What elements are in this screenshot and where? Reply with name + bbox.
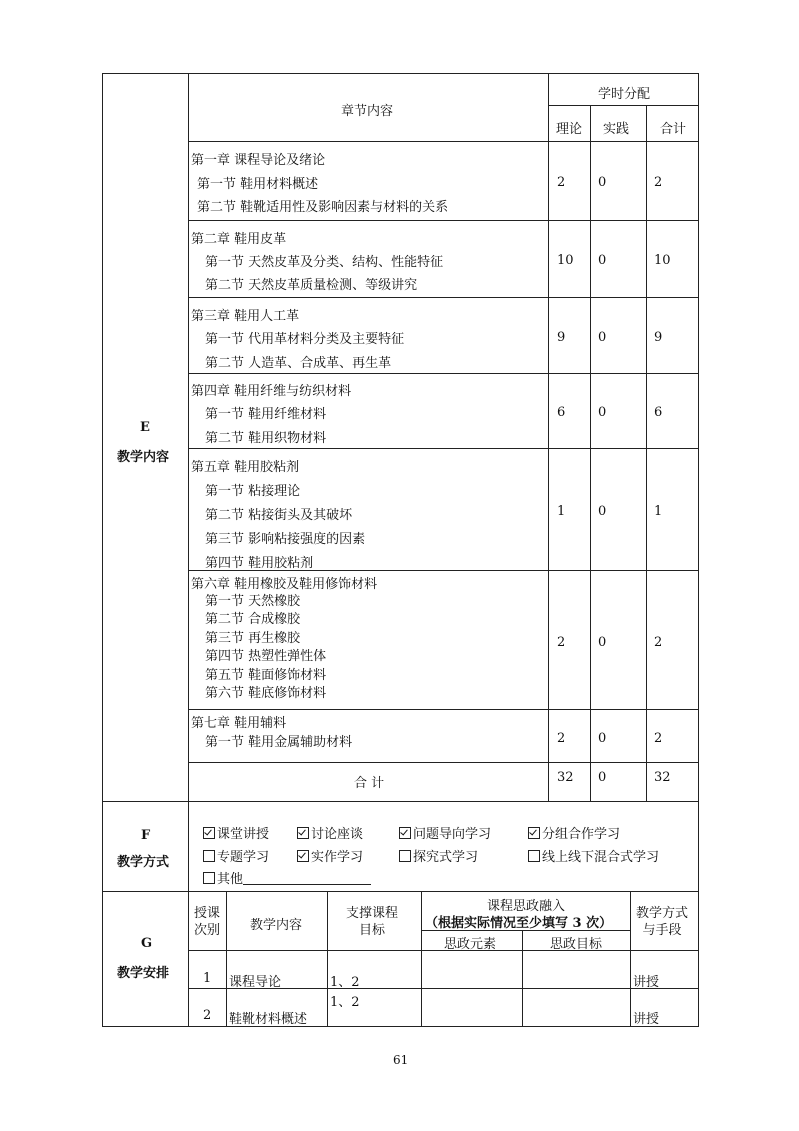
checkbox-unchecked-icon[interactable] bbox=[528, 850, 540, 862]
teaching-method-label: 问题导向学习 bbox=[413, 827, 492, 842]
goal-header bbox=[346, 905, 398, 939]
method-header bbox=[636, 905, 688, 939]
theory-hours: 2 bbox=[557, 635, 566, 650]
checkbox-checked-icon[interactable] bbox=[297, 850, 309, 862]
total-hours: 10 bbox=[654, 253, 671, 268]
chapter-title: 第三章 鞋用人工革 bbox=[191, 309, 300, 324]
practice-hours: 0 bbox=[598, 504, 607, 519]
session-number: 1 bbox=[203, 971, 212, 986]
table-bottom-border bbox=[102, 1026, 699, 1027]
chapter-title: 第二章 鞋用皮革 bbox=[191, 232, 287, 247]
schedule-column-divider bbox=[226, 891, 227, 1027]
goal-header-line2: 目标 bbox=[359, 923, 386, 938]
teaching-method-option[interactable] bbox=[399, 823, 491, 842]
teaching-method-option[interactable] bbox=[399, 846, 478, 865]
ideology-header-line2: （根据实际情况至少填写 3 次） bbox=[425, 916, 613, 931]
teaching-method-option[interactable] bbox=[297, 823, 363, 842]
total-hours: 6 bbox=[654, 405, 663, 420]
chapter-section: 第六节 鞋底修饰材料 bbox=[205, 686, 327, 701]
chapter-section: 第一节 代用革材料分类及主要特征 bbox=[205, 332, 405, 347]
teaching-method-label: 讨论座谈 bbox=[311, 827, 364, 842]
teaching-method-label: 其他 bbox=[217, 872, 244, 887]
schedule-column-divider bbox=[327, 891, 328, 1027]
session-header-line2: 次别 bbox=[194, 923, 221, 938]
teaching-method-option[interactable] bbox=[297, 846, 363, 865]
practice-header: 实践 bbox=[603, 122, 630, 137]
theory-hours: 2 bbox=[557, 731, 566, 746]
chapter-section: 第二节 天然皮革质量检测、等级讲究 bbox=[205, 278, 418, 293]
ideology-element-header: 思政元素 bbox=[444, 937, 497, 952]
label-column-divider bbox=[188, 73, 189, 1027]
checkbox-unchecked-icon[interactable] bbox=[203, 872, 215, 884]
chapter-section: 第三节 影响粘接强度的因素 bbox=[205, 532, 366, 547]
section-g-letter: G bbox=[141, 936, 153, 951]
practice-hours: 0 bbox=[598, 175, 607, 190]
teaching-method-option[interactable] bbox=[528, 846, 659, 865]
table-right-border bbox=[698, 73, 699, 1027]
chapter-section: 第二节 鞋靴适用性及影响因素与材料的关系 bbox=[197, 200, 449, 215]
chapter-section: 第二节 鞋用织物材料 bbox=[205, 431, 327, 446]
section-e-bottom-border bbox=[102, 801, 699, 802]
total-practice-hours: 0 bbox=[598, 770, 607, 785]
checkbox-checked-icon[interactable] bbox=[203, 827, 215, 839]
theory-hours: 2 bbox=[557, 175, 566, 190]
total-hours: 1 bbox=[654, 504, 663, 519]
table-left-border bbox=[102, 73, 103, 1027]
chapter-section: 第二节 粘接街头及其破坏 bbox=[205, 508, 353, 523]
goal-header-line1: 支撑课程 bbox=[346, 906, 399, 921]
session-header bbox=[194, 905, 220, 939]
chapter-divider bbox=[188, 297, 699, 298]
chapter-content-header: 章节内容 bbox=[341, 104, 394, 119]
teaching-method-option-other[interactable] bbox=[203, 868, 371, 887]
teaching-method-label: 实作学习 bbox=[311, 850, 364, 865]
session-content: 课程导论 bbox=[229, 975, 282, 990]
section-f-label: 教学方式 bbox=[117, 855, 170, 870]
method-header-line1: 教学方式 bbox=[636, 906, 689, 921]
chapter-divider bbox=[188, 762, 699, 763]
practice-column-divider bbox=[590, 105, 591, 801]
session-goal: 1、2 bbox=[330, 975, 360, 990]
total-header: 合计 bbox=[660, 122, 687, 137]
checkbox-checked-icon[interactable] bbox=[399, 827, 411, 839]
chapter-title: 第六章 鞋用橡胶及鞋用修饰材料 bbox=[191, 577, 378, 592]
total-theory-hours: 32 bbox=[557, 770, 574, 785]
schedule-column-divider bbox=[630, 891, 631, 1027]
header-bottom-border bbox=[188, 141, 699, 142]
theory-hours: 6 bbox=[557, 405, 566, 420]
chapter-section: 第一节 天然皮革及分类、结构、性能特征 bbox=[205, 255, 444, 270]
theory-hours: 1 bbox=[557, 504, 566, 519]
session-method: 讲授 bbox=[633, 975, 660, 990]
table-top-border bbox=[102, 73, 699, 74]
chapter-divider bbox=[188, 448, 699, 449]
section-f-bottom-border bbox=[102, 891, 699, 892]
teaching-method-label: 线上线下混合式学习 bbox=[542, 850, 660, 865]
hours-allocation-header: 学时分配 bbox=[598, 87, 651, 102]
teaching-method-option[interactable] bbox=[203, 846, 269, 865]
session-goal: 1、2 bbox=[330, 995, 360, 1010]
chapter-title: 第七章 鞋用辅料 bbox=[191, 716, 287, 731]
chapter-title: 第五章 鞋用胶粘剂 bbox=[191, 460, 300, 475]
session-content: 鞋靴材料概述 bbox=[229, 1012, 308, 1027]
total-hours: 2 bbox=[654, 635, 663, 650]
checkbox-unchecked-icon[interactable] bbox=[399, 850, 411, 862]
teaching-method-label: 探究式学习 bbox=[413, 850, 479, 865]
checkbox-checked-icon[interactable] bbox=[528, 827, 540, 839]
chapter-section: 第一节 鞋用材料概述 bbox=[197, 177, 319, 192]
chapter-title: 第四章 鞋用纤维与纺织材料 bbox=[191, 384, 352, 399]
section-g-label: 教学安排 bbox=[117, 966, 170, 981]
chapter-section: 第二节 合成橡胶 bbox=[205, 612, 301, 627]
ideology-target-header: 思政目标 bbox=[550, 937, 603, 952]
checkbox-checked-icon[interactable] bbox=[297, 827, 309, 839]
theory-hours: 10 bbox=[557, 253, 574, 268]
practice-hours: 0 bbox=[598, 253, 607, 268]
page-number: 61 bbox=[393, 1053, 409, 1067]
section-e-letter: E bbox=[140, 420, 150, 435]
teaching-method-label: 分组合作学习 bbox=[542, 827, 621, 842]
session-number: 2 bbox=[203, 1008, 212, 1023]
theory-hours: 9 bbox=[557, 330, 566, 345]
hours-column-divider bbox=[548, 73, 549, 801]
chapter-section: 第一节 鞋用纤维材料 bbox=[205, 407, 327, 422]
teaching-method-option[interactable] bbox=[528, 823, 620, 842]
total-hours: 9 bbox=[654, 330, 663, 345]
chapter-section: 第一节 鞋用金属辅助材料 bbox=[205, 735, 353, 750]
total-row-label: 合 计 bbox=[354, 776, 385, 791]
chapter-section: 第一节 天然橡胶 bbox=[205, 594, 301, 609]
theory-header: 理论 bbox=[556, 122, 583, 137]
method-header-line2: 与手段 bbox=[642, 923, 682, 938]
other-text-field[interactable] bbox=[243, 872, 371, 885]
schedule-column-divider bbox=[522, 930, 523, 1027]
chapter-section: 第四节 热塑性弹性体 bbox=[205, 649, 327, 664]
chapter-section: 第五节 鞋面修饰材料 bbox=[205, 668, 327, 683]
practice-hours: 0 bbox=[598, 405, 607, 420]
section-e-label: 教学内容 bbox=[117, 450, 170, 465]
total-hours: 2 bbox=[654, 731, 663, 746]
total-hours: 2 bbox=[654, 175, 663, 190]
practice-hours: 0 bbox=[598, 731, 607, 746]
hours-header-divider bbox=[548, 105, 699, 106]
chapter-section: 第四节 鞋用胶粘剂 bbox=[205, 556, 314, 571]
checkbox-unchecked-icon[interactable] bbox=[203, 850, 215, 862]
section-f-letter: F bbox=[141, 828, 151, 843]
ideology-header-line1: 课程思政融入 bbox=[487, 899, 566, 914]
chapter-divider bbox=[188, 709, 699, 710]
chapter-section: 第二节 人造革、合成革、再生革 bbox=[205, 356, 392, 371]
total-total-hours: 32 bbox=[654, 770, 671, 785]
chapter-section: 第一节 粘接理论 bbox=[205, 484, 301, 499]
total-column-divider bbox=[646, 105, 647, 801]
content-header: 教学内容 bbox=[250, 918, 303, 933]
practice-hours: 0 bbox=[598, 330, 607, 345]
chapter-divider bbox=[188, 373, 699, 374]
schedule-column-divider bbox=[421, 891, 422, 1027]
chapter-section: 第三节 再生橡胶 bbox=[205, 631, 301, 646]
teaching-method-label: 课堂讲授 bbox=[217, 827, 270, 842]
chapter-divider bbox=[188, 220, 699, 221]
session-method: 讲授 bbox=[633, 1012, 660, 1027]
practice-hours: 0 bbox=[598, 635, 607, 650]
teaching-method-label: 专题学习 bbox=[217, 850, 270, 865]
session-header-line1: 授课 bbox=[194, 906, 221, 921]
chapter-title: 第一章 课程导论及绪论 bbox=[191, 153, 326, 168]
teaching-method-option[interactable] bbox=[203, 823, 269, 842]
